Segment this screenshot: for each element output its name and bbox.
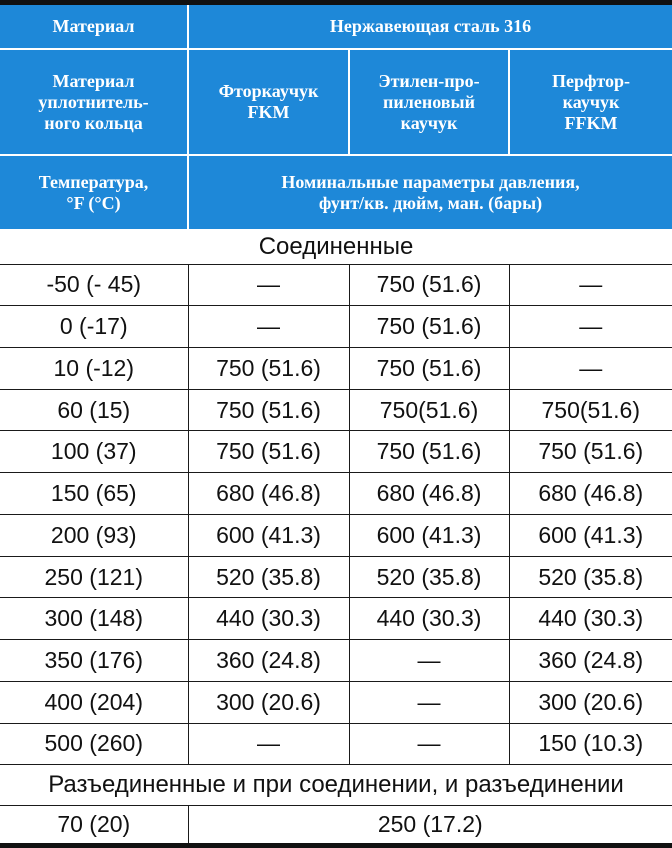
seal-label [0,49,188,156]
cell-temperature: 0 (-17) [0,306,188,348]
cell-ffkm: 750(51.6) [509,389,672,431]
header-row-seal [0,49,672,156]
table-row [0,306,672,348]
seal-fkm-header [188,49,349,156]
table-row [0,556,672,598]
table-row [0,640,672,682]
cell-fkm: 300 (20.6) [188,681,349,723]
cell-temperature: 500 (260) [0,723,188,765]
cell-temperature: 350 (176) [0,640,188,682]
cell-temperature: 10 (-12) [0,347,188,389]
cell-ffkm: 360 (24.8) [509,640,672,682]
seal-label-line: ного кольца [44,112,143,133]
temperature-label [0,155,188,229]
seal-epdm-line: каучук [400,112,458,133]
cell-fkm: — [188,264,349,306]
cell-epdm: 520 (35.8) [349,556,509,598]
cell-epdm: — [349,640,509,682]
cell-temperature: 300 (148) [0,598,188,640]
cell-ffkm: — [509,347,672,389]
seal-ffkm-line: FFKM [564,112,618,133]
disconnected-row [0,805,672,845]
cell-fkm: 750 (51.6) [188,347,349,389]
cell-epdm: 750 (51.6) [349,306,509,348]
cell-epdm: 440 (30.3) [349,598,509,640]
pressure-label-line: Номинальные параметры давления, [281,171,580,192]
cell-fkm: 360 (24.8) [188,640,349,682]
cell-fkm: — [188,723,349,765]
material-value: Нержавеющая сталь 316 [188,3,672,49]
seal-ffkm-line: каучук [562,91,620,112]
seal-ffkm-header [509,49,672,156]
cell-temperature: 400 (204) [0,681,188,723]
cell-epdm: — [349,681,509,723]
cell-ffkm: 520 (35.8) [509,556,672,598]
seal-fkm-line: Фторкаучук [218,81,319,102]
seal-label-line: Материал [52,70,135,91]
cell-temperature: -50 (- 45) [0,264,188,306]
disconnected-temperature: 70 (20) [0,805,188,845]
cell-fkm: 600 (41.3) [188,514,349,556]
disconnected-pressure: 250 (17.2) [188,805,672,845]
temperature-label-line: Температура, [38,171,149,192]
table-row [0,389,672,431]
table-row [0,598,672,640]
seal-label-line: уплотнитель- [38,91,149,112]
cell-epdm: 750 (51.6) [349,264,509,306]
header-row-units [0,155,672,229]
cell-epdm: 750(51.6) [349,389,509,431]
cell-ffkm: — [509,306,672,348]
section-row-disconnected [0,765,672,805]
table-body [0,3,672,846]
cell-ffkm: 680 (46.8) [509,473,672,515]
pressure-label-line: фунт/кв. дюйм, ман. (бары) [318,192,543,213]
seal-fkm-line: FKM [247,102,290,123]
cell-fkm: 680 (46.8) [188,473,349,515]
cell-ffkm: — [509,264,672,306]
section-disconnected-title: Разъединенные и при соединении, и разъединении [0,765,672,805]
cell-epdm: 750 (51.6) [349,347,509,389]
table-row [0,473,672,515]
cell-fkm: 750 (51.6) [188,389,349,431]
table-row [0,723,672,765]
table-row [0,514,672,556]
cell-temperature: 200 (93) [0,514,188,556]
cell-epdm: 750 (51.6) [349,431,509,473]
cell-ffkm: 300 (20.6) [509,681,672,723]
cell-ffkm: 600 (41.3) [509,514,672,556]
cell-epdm: 680 (46.8) [349,473,509,515]
cell-epdm: 600 (41.3) [349,514,509,556]
cell-ffkm: 440 (30.3) [509,598,672,640]
header-row-material [0,3,672,49]
cell-temperature: 60 (15) [0,389,188,431]
section-row-connected [0,230,672,264]
seal-epdm-line: Этилен-про- [378,70,480,91]
material-label: Материал [0,3,188,49]
cell-temperature: 100 (37) [0,431,188,473]
cell-epdm: — [349,723,509,765]
table-row [0,431,672,473]
cell-fkm: 520 (35.8) [188,556,349,598]
cell-fkm: 750 (51.6) [188,431,349,473]
cell-temperature: 150 (65) [0,473,188,515]
temperature-label-line: °F (°C) [66,192,121,213]
section-connected-title: Соединенные [0,230,672,264]
seal-epdm-line: пиленовый [383,91,475,112]
table-row [0,264,672,306]
seal-epdm-header [349,49,509,156]
table-row [0,681,672,723]
pressure-label [188,155,672,229]
cell-fkm: 440 (30.3) [188,598,349,640]
cell-temperature: 250 (121) [0,556,188,598]
cell-ffkm: 150 (10.3) [509,723,672,765]
seal-ffkm-line: Перфтор- [551,70,631,91]
cell-ffkm: 750 (51.6) [509,431,672,473]
cell-fkm: — [188,306,349,348]
table-row [0,347,672,389]
